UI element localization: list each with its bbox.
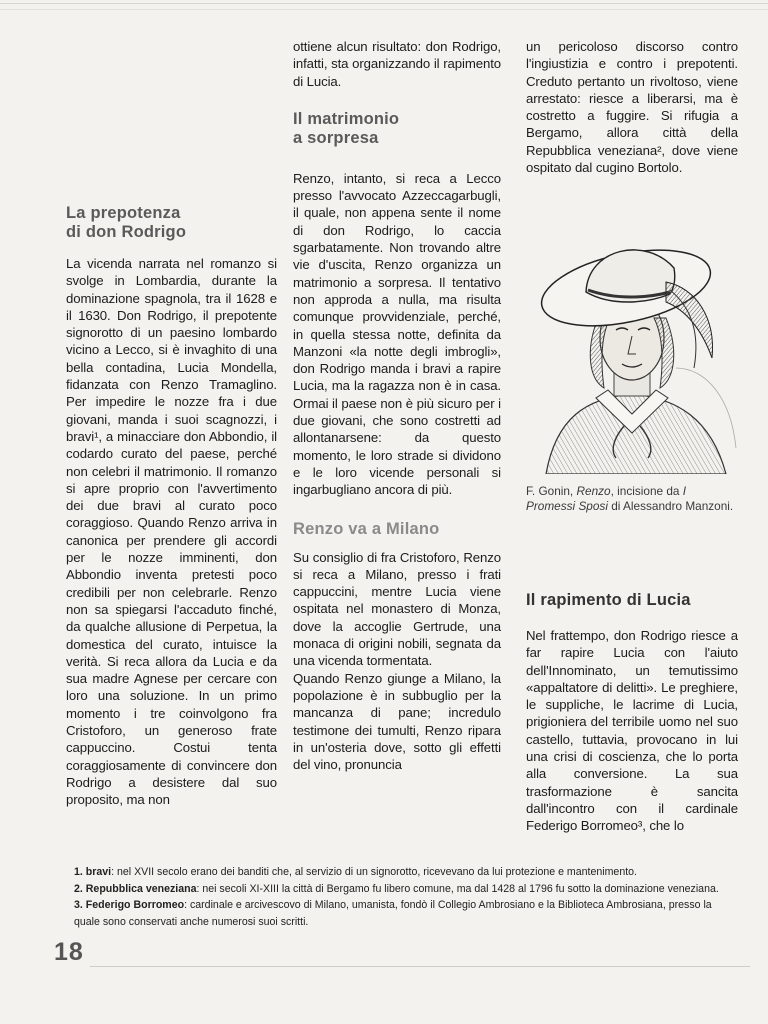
section-title-milano: Renzo va a Milano (293, 519, 440, 538)
section-title-prepotenza (66, 204, 277, 242)
paragraph-prepotenza: La vicenda narrata nel romanzo si svolge in Lombardia, durante la dominazione spagnola, tra il 1628 e il 1630. Don Rodrigo, il prepotente signorotto di un paesino lombardo vicino a Lecco, si è invaghito di una bella contadina, Lucia Mondella, fidanzata con Renzo Tramaglino. Per impedire le nozze fra i due giovani, manda i suoi scagnozzi, i bravi¹, a minacciare don Abbondio, il codardo curato del paese, perché non celebri il matrimonio. Il romanzo si apre proprio con l'avvertimento dei due bravi al curato poco coraggioso. Quando Renzo arriva in canonica per prendere gli accordi per le nozze imminenti, don Abbondio inventa pretesti poco credibili per non celebrarle. Renzo non sa spiegarsi l'accaduto finché, da qualche allusione di Perpetua, la domestica del curato, intuisce la verità. Si reca allora da Lucia e da sua madre Agnese per cercare con loro una soluzione. In un primo momento i tre coinvolgono fra Cristoforo, un generoso frate cappuccino. Costui tenta coraggiosamente di convincere don Rodrigo a desistere dal suo proposito, ma non (66, 256, 277, 808)
column-3-lower (526, 627, 738, 835)
footnote-term: 3. Federigo Borromeo (74, 899, 185, 911)
paragraph-milano-1: Su consiglio di fra Cristoforo, Renzo si reca a Milano, presso i frati cappuccini, mentre Lucia viene ospitata nel monastero di Monza, dove la accoglie Gertrude, una monaca di origini nobili, segnata da una vicenda tormentata. (293, 549, 501, 669)
figure-caption (526, 484, 738, 514)
caption-title-book: I Promessi Sposi (526, 484, 687, 513)
footnote-term: 2. Repubblica veneziana (74, 882, 197, 895)
section-title-matrimonio (293, 110, 501, 148)
footnotes (74, 864, 738, 930)
footnote-term: 1. bravi (74, 866, 112, 878)
footnote-text: : nel XVII secolo erano dei banditi che, al servizio di un signorotto, ricevevano da lui protezione e mantenimento. (111, 866, 637, 878)
section-title-line: di don Rodrigo (66, 223, 187, 241)
footnote-3 (74, 897, 738, 930)
paragraph-milano-2: Quando Renzo giunge a Milano, la popolazione è in subbuglio per la mancanza di pane; incredulo testimone dei tumulti, Renzo ripara in un'osteria dove, sotto gli effetti del vino, pronuncia (293, 670, 501, 773)
section-title-rapimento: Il rapimento di Lucia (526, 591, 691, 609)
section-title-line: Il matrimonio (293, 109, 400, 128)
column-1 (66, 255, 277, 809)
page-rule (90, 966, 750, 967)
portrait-engraving-illustration (526, 218, 738, 474)
caption-middle: , incisione da (610, 484, 683, 498)
paragraph-rapimento: Nel frattempo, don Rodrigo riesce a far rapire Lucia con l'aiuto dell'Innominato, un temutissimo «appaltatore di delitti». Le preghiere, le suppliche, le lacrime di Lucia, prigioniera del terribile uomo nel suo castello, tuttavia, provocano in lui una crisi di coscienza, che lo porta alla conversione. La sua trasformazione è sancita dall'incontro con il cardinale Federigo Borromeo³, che lo (526, 628, 738, 834)
column-2 (293, 38, 501, 773)
caption-prefix: F. Gonin, (526, 484, 577, 498)
column-3 (526, 38, 738, 176)
section-title-line: La prepotenza (66, 204, 181, 222)
page-number: 18 (54, 938, 84, 966)
caption-title-renzo: Renzo (576, 484, 611, 498)
footnote-text: : nei secoli XI-XIII la città di Bergamo fu libero comune, ma dal 1428 al 1796 fu sotto la dominazione veneziana. (196, 882, 719, 895)
paragraph-prepotenza-continued: ottiene alcun risultato: don Rodrigo, infatti, sta organizzando il rapimento di Lucia. (293, 39, 501, 89)
footnote-1 (74, 864, 738, 881)
engraving-renzo (526, 218, 738, 474)
caption-suffix: di Alessandro Manzoni. (607, 499, 734, 513)
paragraph-milano-continued: un pericoloso discorso contro l'ingiustizia e contro i prepotenti. Creduto pertanto un rivoltoso, viene arrestato: riesce a liberarsi, ma è costretto a fuggire. Si rifugia a Bergamo, allora città della Repubblica veneziana², dove viene ospitato dal cugino Bortolo. (526, 39, 738, 176)
footnote-2 (74, 881, 738, 898)
paragraph-matrimonio: Renzo, intanto, si reca a Lecco presso l'avvocato Azzeccagarbugli, il quale, non appena sente il nome di don Rodrigo, lo caccia sgarbatamente. Non trovando altre vie d'uscita, Renzo organizza un matrimonio a sorpresa. Il tentativo non approda a nulla, ma risulta comunque provvidenziale, perché, in quella stessa notte, definita da Manzoni «la notte degli imbrogli», don Rodrigo manda i bravi a rapire Lucia, ma la ragazza non è in casa. Ormai il paese non è più sicuro per i due giovani, che sono costretti ad allontanarsene: da questo momento, le loro strade si dividono e le loro vicende personali si ingarbugliano ancora di più. (293, 170, 501, 498)
section-title-line: a sorpresa (293, 128, 379, 147)
footnote-text: : cardinale e arcivescovo di Milano, umanista, fondò il Collegio Ambrosiano e la Biblioteca Ambrosiana, presso la quale sono conservati anche numerosi suoi scritti. (74, 899, 712, 928)
